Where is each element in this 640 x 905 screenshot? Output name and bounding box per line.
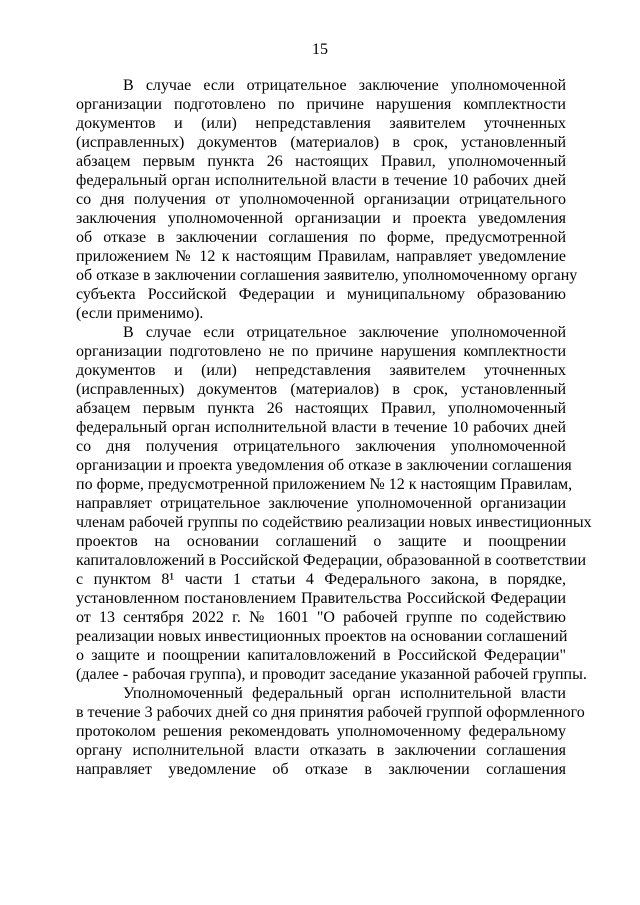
text-line: со дня получения от уполномоченной организации отрицательного [76,191,566,208]
text-line: в течение 3 рабочих дней со дня принятия рабочей группой оформленного [76,704,585,721]
text-line: организации подготовлено не по причине нарушения комплектности [76,343,566,360]
paragraph-3 [76,684,585,779]
text-line: по форме, предусмотренной приложением № 12 к настоящим Правилам, [76,476,573,493]
text-line: об отказе в заключении соглашения по форме, предусмотренной [76,229,566,246]
text-line: (исправленных) документов (материалов) в срок, установленный [76,134,566,151]
text-line: о защите и поощрении капиталовложений в Российской Федерации" [76,647,566,664]
text-line: В случае если отрицательное заключение уполномоченной [123,324,566,341]
text-line: В случае если отрицательное заключение уполномоченной [123,77,566,94]
text-line: проектов на основании соглашений о защите и поощрении [76,533,566,550]
text-line: организации подготовлено по причине нарушения комплектности [76,96,566,113]
text-line: организации и проекта уведомления об отказе в заключении соглашения [76,457,572,474]
paragraph-2 [76,323,592,684]
text-line: от 13 сентября 2022 г. № 1601 "О рабочей группе по содействию [76,609,566,626]
text-line: направляет отрицательное заключение уполномоченной организации [76,495,566,512]
text-line: об отказе в заключении соглашения заявителю, уполномоченному органу [76,267,578,284]
text-line: Уполномоченный федеральный орган исполнительной власти [123,685,566,702]
text-line: с пунктом 8¹ части 1 статьи 4 Федерального закона, в порядке, [76,571,566,588]
text-line: заключения уполномоченной организации и проекта уведомления [76,210,566,227]
text-line: членам рабочей группы по содействию реализации новых инвестиционных [76,514,592,531]
text-line: реализации новых инвестиционных проектов на основании соглашений [76,628,568,645]
text-line: приложением № 12 к настоящим Правилам, направляет уведомление [76,248,566,265]
text-line: абзацем первым пункта 26 настоящих Правил, уполномоченный [76,400,566,417]
text-line: документов и (или) непредставления заявителем уточненных [76,362,566,379]
text-line: абзацем первым пункта 26 настоящих Правил, уполномоченный [76,153,566,170]
text-line: установленном постановлением Правительства Российской Федерации [76,590,566,607]
text-line: документов и (или) непредставления заявителем уточненных [76,115,566,132]
page-number: 15 [312,41,328,58]
text-line: федеральный орган исполнительной власти в течение 10 рабочих дней [76,419,566,436]
text-line: капиталовложений в Российской Федерации, образованной в соответствии [76,552,587,569]
text-line: направляет уведомление об отказе в заключении соглашения [76,761,566,778]
text-line: (если применимо). [76,305,204,322]
text-line: (исправленных) документов (материалов) в срок, установленный [76,381,566,398]
text-line: протоколом решения рекомендовать уполномоченному федеральному [76,723,566,740]
paragraph-1 [76,76,578,323]
text-line: субъекта Российской Федерации и муниципальному образованию [76,286,566,303]
text-line: со дня получения отрицательного заключения уполномоченной [76,438,566,455]
text-line: (далее - рабочая группа), и проводит заседание указанной рабочей группы. [76,666,587,683]
document-body [76,76,592,779]
text-line: органу исполнительной власти отказать в заключении соглашения [76,742,566,759]
text-line: федеральный орган исполнительной власти в течение 10 рабочих дней [76,172,566,189]
